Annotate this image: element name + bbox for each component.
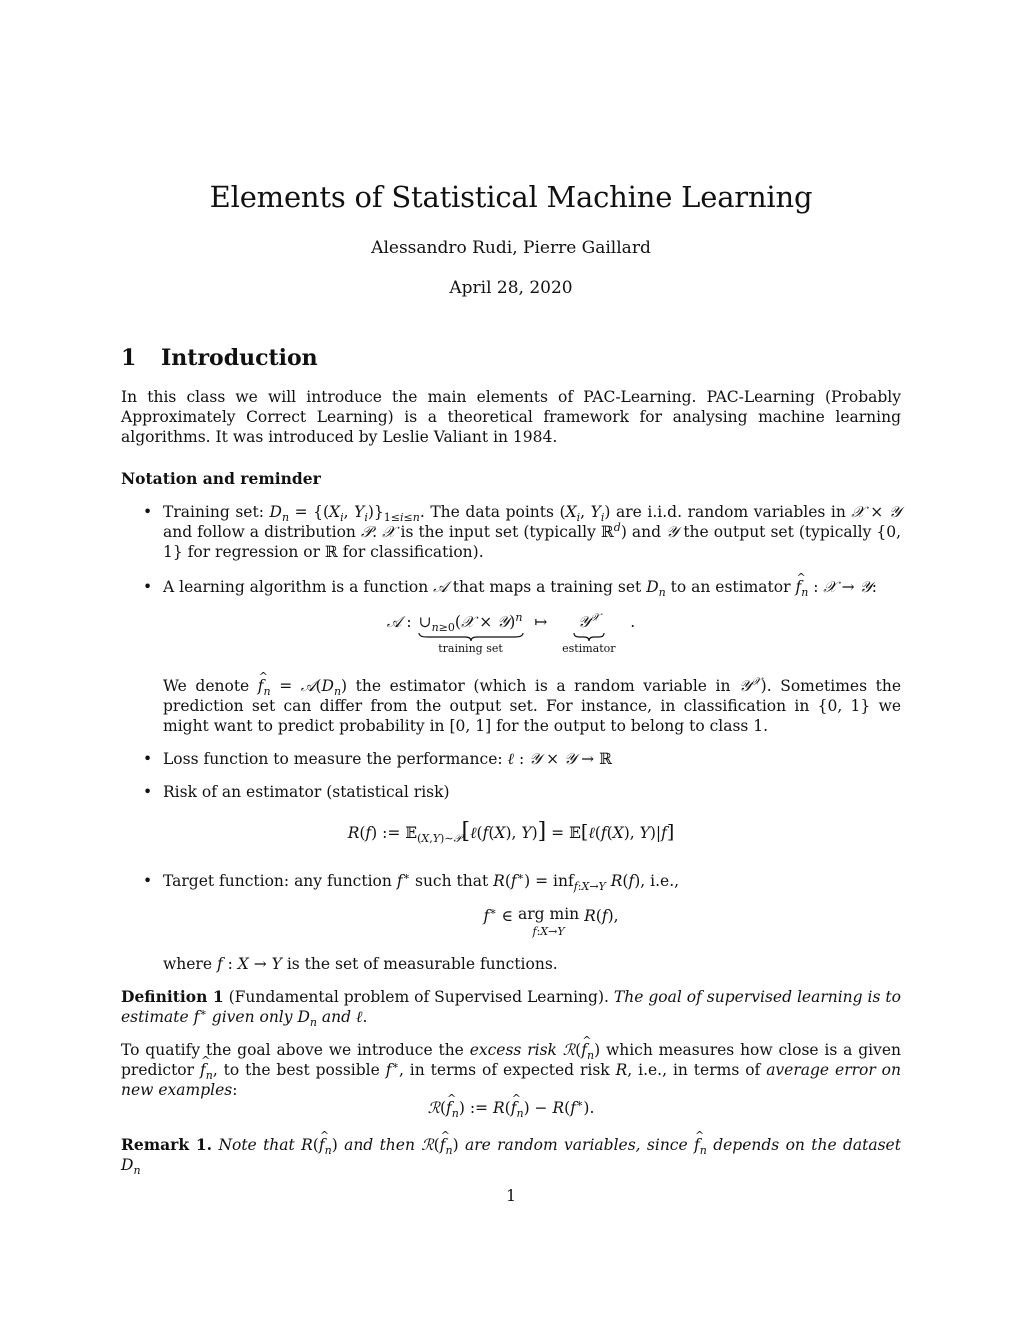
equation-risk: R(f) := 𝔼$_{(X,Y)\sim 𝒫}$[ℓ(f(X), Y)] = 𝔼[ℓ(f(X), Y)|f] [347, 819, 675, 846]
bullet-learning-algorithm: • A learning algorithm is a function 𝒜 that maps a training set $D_n$ to an estimator ^ $f_n$ : 𝒳 → 𝒴: [163, 577, 901, 597]
bullet-loss: • Loss function to measure the performance: ℓ : 𝒴 × 𝒴 → ℝ [143, 750, 612, 768]
paper-title: Elements of Statistical Machine Learning [209, 180, 813, 214]
section-title: Introduction [161, 345, 318, 371]
underbrace-estimator [572, 632, 606, 642]
bullet-risk: • Risk of an estimator (statistical risk) [143, 783, 450, 801]
remark-1: Remark 1. Note that R(^ $f_n$) and then ℛ(^ $f_n$) are random variables, since ^ $f_n$ depends on the dataset $D_n$ [121, 1135, 901, 1175]
brace-training-set: $\cup_{n\ge 0}(𝒳$ × 𝒴)$^n$ training set [417, 612, 525, 655]
page-number: 1 [506, 1187, 516, 1205]
denote-paragraph: We denote ^ $f_n$ = $𝒜(D_n)$ the estimator (which is a random variable in 𝒴$^𝒳$). Sometimes the prediction set can differ from the output set. For instance, in classification in {0, 1} we might want to predict probability in [0, 1] for the output to belong to class 1. [163, 676, 901, 736]
section-number: 1 [121, 345, 137, 371]
bullet-training-set: • Training set: $D_n = \{(X_i$, $Y_i)\}_{1\le i\le n}$. The data points ($X_i$, $Y_i$) are i.i.d. random variables in 𝒳 × 𝒴 and follow a distribution 𝒫. 𝒳 is the input set (typically ℝ$^d$) and 𝒴 the output set (typically {0, 1} for regression or ℝ for classification). [143, 503, 902, 561]
excess-risk-paragraph: To quatify the goal above we introduce the excess risk ℛ(^ $f_n$) which measures how close is a given predictor ^ $f_n$, to the best possible f∗, in terms of expected risk R, i.e., in terms of average error on new examples: [121, 1040, 901, 1100]
definition-1: Definition 1 (Fundamental problem of Supervised Learning). The goal of supervised learning is to estimate f∗ given only $D_n$ and ℓ. [121, 987, 901, 1030]
intro-paragraph: In this class we will introduce the main elements of PAC-Learning. PAC-Learning (Probably Approximately Correct Learning) is a theoretical framework for analysing machine learning algorithms. It was introduced by Leslie Valiant in 1984. [121, 388, 901, 446]
paper-date: April 28, 2020 [449, 278, 573, 298]
equation-argmin: f∗ ∈ arg min f:X→Y R(f), [483, 904, 619, 938]
brace-estimator: 𝒴$^𝒳$ estimator [562, 610, 616, 655]
bullet-target: • Target function: any function f∗ such that R(f∗) = inf$_{f:X\to Y}$ R(f), i.e., [143, 869, 680, 894]
equation-algorithm: 𝒜 : $\cup_{n\ge 0}(𝒳$ × 𝒴)$^n$ training set ↦ 𝒴$^𝒳$ estimator . [386, 610, 636, 655]
paper-authors: Alessandro Rudi, Pierre Gaillard [371, 238, 651, 258]
where-line: where f : X → Y is the set of measurable functions. [163, 955, 558, 973]
section-heading [121, 344, 318, 372]
subheading: Notation and reminder [121, 469, 321, 488]
equation-excess-risk: ℛ(^ $f_n$) := R(^ $f_n) - R(f^∗)$. [121, 1098, 901, 1118]
